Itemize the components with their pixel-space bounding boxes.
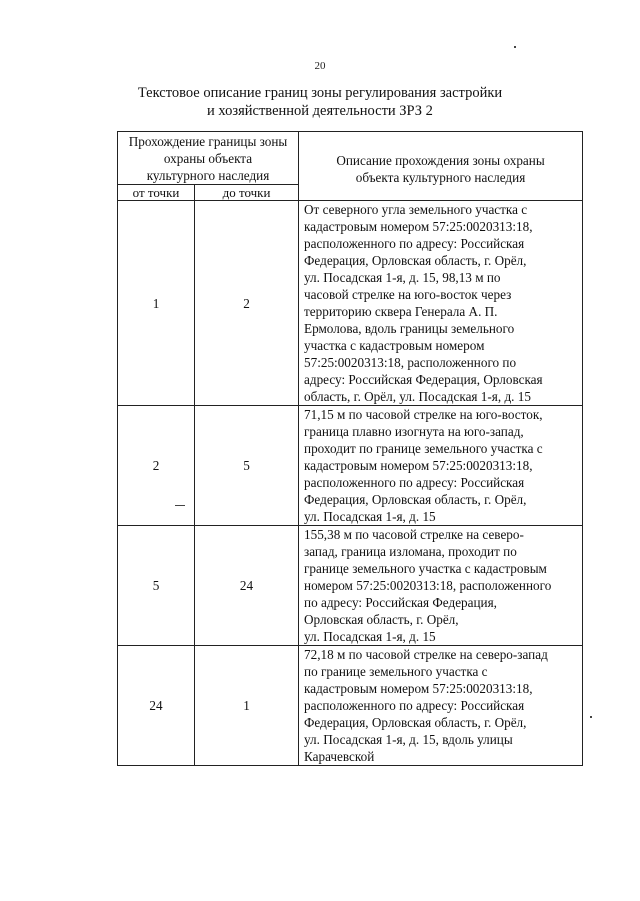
description-line: проходит по границе земельного участка с	[304, 441, 543, 456]
description-cell	[299, 526, 583, 646]
title-line-1: Текстовое описание границ зоны регулирования застройки	[137, 85, 503, 101]
description-line: адресу: Российская Федерация, Орловская	[304, 372, 543, 387]
header-description-line: Описание прохождения зоны охраны	[336, 153, 545, 168]
description-line: 72,18 м по часовой стрелке на северо-запад	[304, 647, 548, 662]
description-cell	[299, 201, 583, 406]
description-line: 155,38 м по часовой стрелке на северо-	[304, 527, 524, 542]
title-line-2: и хозяйственной деятельности ЗРЗ 2	[207, 103, 433, 119]
page-number: 20	[314, 60, 326, 72]
description-line: ул. Посадская 1-я, д. 15	[304, 629, 436, 644]
description-line: участка с кадастровым номером	[304, 338, 485, 353]
description-line: часовой стрелке на юго-восток через	[304, 287, 512, 302]
table-row	[118, 406, 583, 526]
description-line: граница плавно изогнута на юго-запад,	[304, 424, 524, 439]
scan-speck	[590, 716, 592, 718]
description-line: От северного угла земельного участка с	[304, 202, 528, 217]
table-row	[118, 201, 583, 406]
from-point-cell: 1	[118, 201, 195, 406]
description-line: Федерация, Орловская область, г. Орёл,	[304, 253, 527, 268]
description-line: Федерация, Орловская область, г. Орёл,	[304, 492, 527, 507]
description-line: расположенного по адресу: Российская	[304, 698, 525, 713]
description-line: Ермолова, вдоль границы земельного	[304, 321, 515, 336]
to-point-cell: 24	[195, 526, 299, 646]
scan-speck	[175, 505, 185, 506]
to-point-cell: 5	[195, 406, 299, 526]
description-line: Федерация, Орловская область, г. Орёл,	[304, 715, 527, 730]
description-line: кадастровым номером 57:25:0020313:18,	[304, 681, 533, 696]
description-line: ул. Посадская 1-я, д. 15, вдоль улицы	[304, 732, 513, 747]
document-title	[0, 84, 640, 120]
description-cell	[299, 646, 583, 766]
header-passage-line: культурного наследия	[146, 168, 270, 183]
from-point-cell: 24	[118, 646, 195, 766]
description-line: Орловская область, г. Орёл,	[304, 612, 459, 627]
from-point-cell: 2	[118, 406, 195, 526]
header-description-line: объекта культурного наследия	[355, 170, 526, 185]
header-to-point: до точки	[195, 185, 299, 201]
table-row	[118, 526, 583, 646]
description-line: по адресу: Российская Федерация,	[304, 595, 497, 610]
description-line: область, г. Орёл, ул. Посадская 1-я, д. 15	[304, 389, 531, 404]
to-point-cell: 1	[195, 646, 299, 766]
table-row	[118, 646, 583, 766]
boundary-table	[117, 131, 583, 766]
to-point-cell: 2	[195, 201, 299, 406]
description-line: номером 57:25:0020313:18, расположенного	[304, 578, 552, 593]
description-line: по границе земельного участка с	[304, 664, 488, 679]
header-description	[299, 132, 583, 201]
description-line: кадастровым номером 57:25:0020313:18,	[304, 458, 533, 473]
description-line: территорию сквера Генерала А. П.	[304, 304, 498, 319]
description-line: границе земельного участка с кадастровым	[304, 561, 547, 576]
description-line: ул. Посадская 1-я, д. 15	[304, 509, 436, 524]
description-line: 71,15 м по часовой стрелке на юго-восток,	[304, 407, 543, 422]
description-line: 57:25:0020313:18, расположенного по	[304, 355, 517, 370]
from-point-cell: 5	[118, 526, 195, 646]
description-line: расположенного по адресу: Российская	[304, 475, 525, 490]
description-line: ул. Посадская 1-я, д. 15, 98,13 м по	[304, 270, 501, 285]
header-from-point: от точки	[118, 185, 195, 201]
scan-speck	[514, 46, 516, 48]
header-passage-line: Прохождение границы зоны	[128, 134, 288, 149]
description-line: Карачевской	[304, 749, 375, 764]
description-line: кадастровым номером 57:25:0020313:18,	[304, 219, 533, 234]
description-line: запад, граница изломана, проходит по	[304, 544, 517, 559]
description-line: расположенного по адресу: Российская	[304, 236, 525, 251]
header-boundary-passage	[118, 132, 299, 185]
description-cell	[299, 406, 583, 526]
table-header-row	[118, 132, 583, 185]
header-passage-line: охраны объекта	[163, 151, 253, 166]
